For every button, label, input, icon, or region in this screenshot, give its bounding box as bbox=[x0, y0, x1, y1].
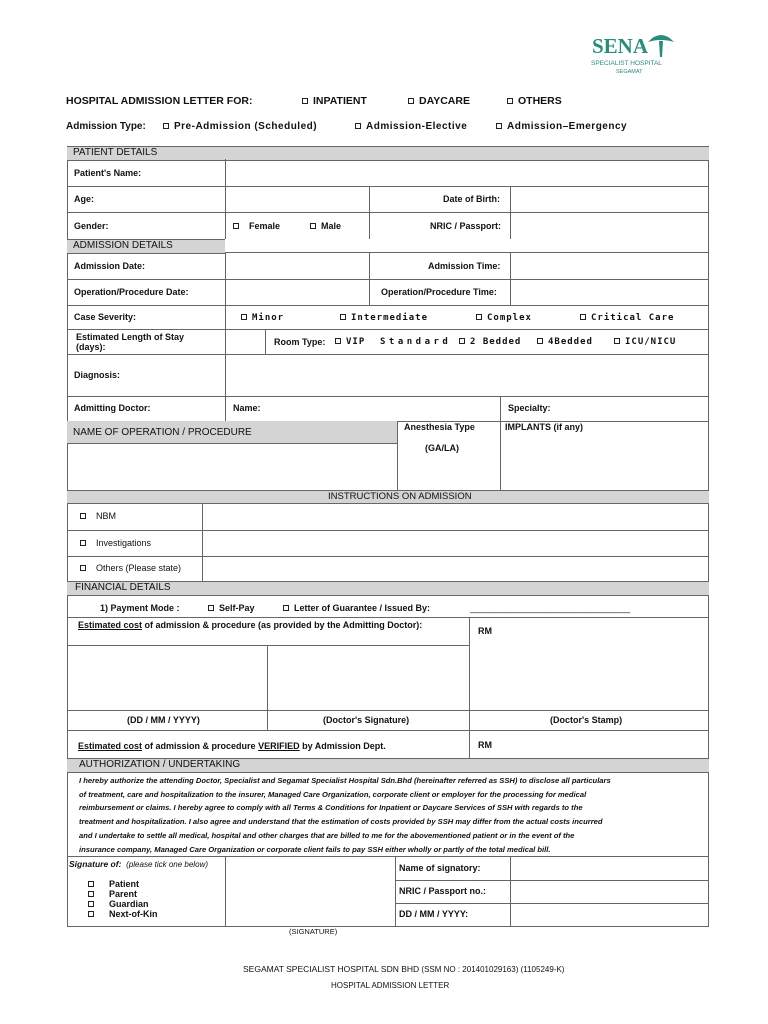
age-label: Age: bbox=[74, 194, 94, 204]
checkbox-icon bbox=[208, 605, 214, 611]
signer-patient-label: Patient bbox=[109, 879, 140, 889]
checkbox-icon bbox=[408, 98, 414, 104]
age-field[interactable] bbox=[226, 187, 369, 212]
severity-minor-label: Minor bbox=[252, 313, 285, 323]
doctor-signature-field[interactable] bbox=[268, 646, 469, 710]
checkbox-icon bbox=[80, 540, 86, 546]
signer-nok-option[interactable] bbox=[88, 910, 158, 919]
rm-label: RM bbox=[478, 626, 492, 636]
section-title: FINANCIAL DETAILS bbox=[75, 582, 171, 593]
nbm-option[interactable] bbox=[80, 512, 116, 521]
verified-word: VERIFIED bbox=[258, 741, 300, 751]
checkbox-icon bbox=[335, 338, 341, 344]
authorization-line: insurance company, Managed Care Organization or corporate client fails to pay SSH either wholly or partly of the total medical bill. bbox=[79, 844, 551, 854]
authorization-line: reimbursement or claims. I hereby agree to comply with all Terms & Conditions for Inpatient or Daycare Services of SSH with regards to the bbox=[79, 803, 583, 813]
verified-cost-title: Estimated cost bbox=[78, 741, 143, 751]
diagnosis-label: Diagnosis: bbox=[74, 370, 121, 380]
signer-guardian-option[interactable] bbox=[88, 900, 149, 909]
authorization-line: treatment and hospitalization. I also agree and understand that the estimation of costs provided by SSH may differ from the actual costs incurred bbox=[79, 817, 603, 827]
signatory-name-field[interactable] bbox=[511, 857, 708, 880]
admission-type-label: Admission Type: bbox=[66, 121, 146, 132]
instructions-header bbox=[67, 490, 709, 504]
checkbox-icon bbox=[302, 98, 308, 104]
room-vip-option[interactable] bbox=[335, 338, 365, 347]
checkbox-icon bbox=[496, 123, 502, 129]
implants-field[interactable] bbox=[501, 435, 708, 490]
gender-male-option[interactable] bbox=[310, 222, 341, 231]
option-emergency[interactable] bbox=[496, 122, 627, 132]
footer-registration: (SSM NO : 201401029163) (1105249-K) bbox=[419, 965, 565, 974]
anesthesia-label: Anesthesia Type bbox=[404, 422, 475, 432]
doctor-name-label: Name: bbox=[233, 403, 261, 413]
room-standard-option[interactable] bbox=[380, 338, 451, 347]
specialty-label: Specialty: bbox=[508, 403, 551, 413]
checkbox-icon bbox=[476, 314, 482, 320]
option-inpatient[interactable] bbox=[302, 96, 367, 107]
frame-right bbox=[708, 146, 709, 926]
op-time-label: Operation/Procedure Time: bbox=[381, 287, 497, 297]
date-format-label: (DD / MM / YYYY) bbox=[127, 715, 200, 725]
severity-minor-option[interactable] bbox=[241, 314, 284, 323]
letter-for-label: HOSPITAL ADMISSION LETTER FOR: bbox=[66, 95, 253, 107]
estimated-cost-text: of admission & procedure (as provided by the Admitting Doctor): bbox=[142, 620, 423, 630]
signer-nok-label: Next-of-Kin bbox=[109, 909, 158, 919]
checkbox-icon bbox=[88, 891, 94, 897]
frame-left bbox=[67, 146, 68, 926]
verified-cost-label bbox=[78, 742, 386, 751]
length-of-stay-unit: (days): bbox=[76, 342, 106, 352]
admitting-doctor-label: Admitting Doctor: bbox=[74, 403, 151, 413]
signature-of-label bbox=[69, 860, 208, 869]
investigations-field[interactable] bbox=[203, 531, 708, 556]
room-4bedded-label: 4Bedded bbox=[548, 337, 593, 347]
investigations-option[interactable] bbox=[80, 539, 151, 548]
admission-date-field[interactable] bbox=[226, 253, 369, 279]
checkbox-icon bbox=[80, 565, 86, 571]
room-icu-option[interactable] bbox=[614, 338, 676, 347]
option-daycare[interactable] bbox=[408, 96, 470, 107]
checkbox-icon bbox=[507, 98, 513, 104]
nbm-field[interactable] bbox=[203, 503, 708, 530]
verified-cost-text: of admission & procedure bbox=[142, 741, 259, 751]
hospital-logo bbox=[588, 28, 684, 80]
op-date-field[interactable] bbox=[226, 280, 369, 305]
severity-intermediate-option[interactable] bbox=[340, 314, 428, 323]
severity-critical-option[interactable] bbox=[580, 314, 674, 323]
footer-title: HOSPITAL ADMISSION LETTER bbox=[331, 981, 450, 990]
logo-subtitle: SPECIALIST HOSPITAL bbox=[591, 60, 662, 67]
length-of-stay-label: Estimated Length of Stay bbox=[76, 332, 185, 342]
checkbox-icon bbox=[88, 881, 94, 887]
estimated-cost-title: Estimated cost bbox=[78, 620, 143, 630]
gender-male-label: Male bbox=[321, 221, 342, 231]
nbm-label: NBM bbox=[96, 511, 117, 521]
checkbox-icon bbox=[233, 223, 239, 229]
option-elective[interactable] bbox=[355, 122, 467, 132]
estimated-cost-label bbox=[78, 621, 422, 630]
section-title: AUTHORIZATION / UNDERTAKING bbox=[79, 759, 241, 770]
op-date-label: Operation/Procedure Date: bbox=[74, 287, 189, 297]
signature-of-text: Signature of: bbox=[69, 859, 122, 869]
operation-field[interactable] bbox=[68, 444, 397, 490]
others-option[interactable] bbox=[80, 564, 181, 573]
patient-name-field[interactable] bbox=[226, 160, 708, 186]
option-elective-label: Admission-Elective bbox=[366, 121, 468, 132]
room-2bedded-label: 2 Bedded bbox=[470, 337, 522, 347]
checkbox-icon bbox=[459, 338, 465, 344]
option-pre-admission[interactable] bbox=[163, 122, 317, 132]
room-vip-label: VIP bbox=[346, 337, 366, 347]
signatory-nric-label: NRIC / Passport no.: bbox=[399, 886, 487, 896]
severity-complex-option[interactable] bbox=[476, 314, 532, 323]
section-title: ADMISSION DETAILS bbox=[73, 240, 173, 251]
footer-company bbox=[243, 965, 564, 974]
signature-caption: (SIGNATURE) bbox=[289, 927, 338, 936]
gender-female-label: Female bbox=[249, 221, 281, 231]
tree-icon bbox=[646, 30, 676, 58]
checkbox-icon bbox=[80, 513, 86, 519]
logo-location: SEGAMAT bbox=[616, 69, 643, 75]
signer-parent-label: Parent bbox=[109, 889, 138, 899]
room-type-label: Room Type: bbox=[274, 337, 326, 347]
option-others-label: OTHERS bbox=[518, 95, 562, 107]
signatory-date-label: DD / MM / YYYY: bbox=[399, 909, 469, 919]
option-emergency-label: Admission–Emergency bbox=[507, 121, 628, 132]
tick-instruction: (please tick one below) bbox=[126, 860, 208, 869]
doctor-stamp-field[interactable] bbox=[470, 646, 708, 710]
signatory-name-label: Name of signatory: bbox=[399, 863, 481, 873]
severity-intermediate-label: Intermediate bbox=[351, 313, 429, 323]
logo-brand: SENA bbox=[592, 34, 649, 58]
checkbox-icon bbox=[537, 338, 543, 344]
self-pay-option[interactable] bbox=[208, 604, 255, 613]
implants-label: IMPLANTS (if any) bbox=[505, 422, 583, 432]
op-time-field[interactable] bbox=[511, 280, 708, 305]
date-field[interactable] bbox=[68, 646, 267, 710]
patient-name-label: Patient's Name: bbox=[74, 168, 142, 178]
signatory-date-field[interactable] bbox=[511, 904, 708, 926]
length-of-stay-field[interactable] bbox=[226, 330, 265, 354]
option-pre-admission-label: Pre-Admission (Scheduled) bbox=[174, 121, 318, 132]
verified-cost-suffix: by Admission Dept. bbox=[299, 741, 386, 751]
authorization-line: of treatment, care and hospitalization to the insurer, Managed Care Organization, corporate client or employer for the processing for medical bbox=[79, 789, 587, 799]
case-severity-label: Case Severity: bbox=[74, 312, 137, 322]
authorization-text bbox=[79, 774, 704, 856]
room-2bedded-option[interactable] bbox=[459, 338, 521, 347]
payment-mode-label: 1) Payment Mode : bbox=[100, 603, 180, 613]
checkbox-icon bbox=[88, 901, 94, 907]
investigations-label: Investigations bbox=[96, 538, 152, 548]
admission-details-header bbox=[67, 239, 225, 254]
anesthesia-options: (GA/LA) bbox=[425, 443, 459, 453]
log-option[interactable] bbox=[283, 604, 430, 613]
signer-parent-option[interactable] bbox=[88, 890, 137, 899]
gender-label: Gender: bbox=[74, 221, 109, 231]
signature-field[interactable] bbox=[226, 857, 395, 926]
checkbox-icon bbox=[88, 911, 94, 917]
diagnosis-field[interactable] bbox=[226, 355, 708, 396]
authorization-line: and I undertake to settle all medical, hospital and other charges that are billed to me for the abovementioned patient or in the event of the bbox=[79, 830, 575, 840]
admission-time-label: Admission Time: bbox=[428, 261, 501, 271]
checkbox-icon bbox=[580, 314, 586, 320]
nric-field[interactable] bbox=[511, 213, 708, 239]
others-label: Others (Please state) bbox=[96, 563, 182, 573]
estimated-cost-field[interactable] bbox=[494, 618, 708, 645]
admission-date-label: Admission Date: bbox=[74, 261, 146, 271]
footer-company-name: SEGAMAT SPECIALIST HOSPITAL SDN BHD bbox=[243, 964, 420, 974]
operation-header bbox=[67, 421, 397, 444]
checkbox-icon bbox=[355, 123, 361, 129]
admission-time-field[interactable] bbox=[511, 253, 708, 279]
room-4bedded-option[interactable] bbox=[537, 338, 593, 347]
option-others[interactable] bbox=[507, 96, 562, 107]
patient-details-header bbox=[67, 146, 709, 161]
section-title: PATIENT DETAILS bbox=[73, 147, 158, 158]
signer-guardian-label: Guardian bbox=[109, 899, 149, 909]
checkbox-icon bbox=[614, 338, 620, 344]
dob-label: Date of Birth: bbox=[443, 194, 500, 204]
severity-complex-label: Complex bbox=[487, 313, 532, 323]
verified-cost-field[interactable] bbox=[494, 731, 708, 758]
self-pay-label: Self-Pay bbox=[219, 603, 255, 613]
room-standard-label: Standard bbox=[380, 337, 452, 347]
checkbox-icon bbox=[310, 223, 316, 229]
signatory-nric-field[interactable] bbox=[511, 881, 708, 903]
rm-verified-label: RM bbox=[478, 740, 492, 750]
log-label: Letter of Guarantee / Issued By: bbox=[294, 603, 431, 613]
checkbox-icon bbox=[340, 314, 346, 320]
gender-female-option[interactable] bbox=[233, 222, 280, 231]
nric-label: NRIC / Passport: bbox=[430, 221, 502, 231]
severity-critical-label: Critical Care bbox=[591, 313, 675, 323]
section-title: INSTRUCTIONS ON ADMISSION bbox=[328, 491, 472, 502]
others-field[interactable] bbox=[203, 557, 708, 581]
dob-field[interactable] bbox=[511, 187, 708, 212]
checkbox-icon bbox=[241, 314, 247, 320]
doctor-signature-label: (Doctor's Signature) bbox=[323, 715, 410, 725]
financial-header bbox=[67, 581, 709, 596]
signer-patient-option[interactable] bbox=[88, 880, 139, 889]
issued-by-line[interactable]: ________________________________ bbox=[470, 603, 631, 613]
section-title: NAME OF OPERATION / PROCEDURE bbox=[73, 427, 252, 438]
specialty-field[interactable] bbox=[560, 397, 708, 421]
option-inpatient-label: INPATIENT bbox=[313, 95, 367, 107]
authorization-header bbox=[67, 758, 709, 773]
checkbox-icon bbox=[163, 123, 169, 129]
room-icu-label: ICU/NICU bbox=[625, 337, 677, 347]
option-daycare-label: DAYCARE bbox=[419, 95, 470, 107]
doctor-name-field[interactable] bbox=[264, 397, 500, 421]
checkbox-icon bbox=[283, 605, 289, 611]
authorization-line: I hereby authorize the attending Doctor, Specialist and Segamat Specialist Hospital Sdn.Bhd (hereinafter referred as SSH) to disclose all particulars bbox=[79, 776, 611, 785]
doctor-stamp-label: (Doctor's Stamp) bbox=[550, 715, 623, 725]
